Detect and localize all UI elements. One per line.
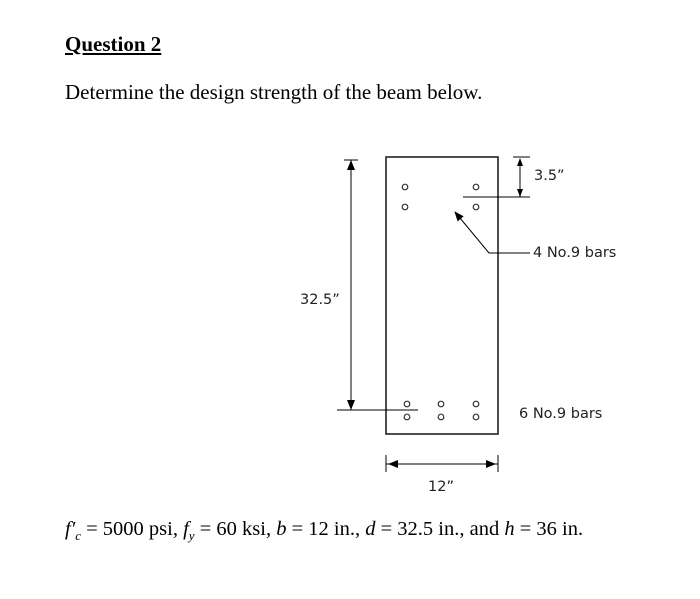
given-values <box>65 518 583 544</box>
rebar-bottom-3 <box>438 401 444 407</box>
h-symbol: h <box>504 518 515 540</box>
depth-arrow-top <box>347 160 355 170</box>
depth-dimension-label: 32.5” <box>300 292 340 308</box>
fy-symbol: f <box>183 518 189 540</box>
rebar-top-1 <box>402 184 408 190</box>
rebar-bottom-1 <box>404 401 410 407</box>
rebar-top-4 <box>473 204 479 210</box>
fc-symbol: f′ <box>65 518 76 540</box>
rebar-bottom-6 <box>473 414 479 420</box>
b-symbol: b <box>276 518 287 540</box>
h-value: = 36 in. <box>514 518 584 540</box>
depth-arrow-bottom <box>347 400 355 410</box>
width-dimension-label: 12” <box>428 479 454 495</box>
b-value: = 12 in., <box>286 518 366 540</box>
rebar-top-3 <box>473 184 479 190</box>
width-arrow-right <box>486 460 496 468</box>
top-cover-arrow-down <box>517 189 523 197</box>
question-heading: Question 2 <box>65 32 162 56</box>
width-dimension-line <box>386 455 498 472</box>
rebar-bottom-5 <box>473 401 479 407</box>
top-bars-label: 4 No.9 bars <box>533 245 617 261</box>
depth-dimension-line <box>344 160 358 410</box>
top-bars-leader <box>455 212 530 253</box>
bottom-bars-label: 6 No.9 bars <box>519 406 603 422</box>
rebar-top-2 <box>402 204 408 210</box>
fc-value: = 5000 psi, <box>80 518 184 540</box>
rebar-bottom-2 <box>404 414 410 420</box>
d-symbol: d <box>365 518 376 540</box>
fy-value: = 60 ksi, <box>194 518 277 540</box>
top-cover-dimension-label: 3.5” <box>534 168 565 184</box>
rebar-bottom-4 <box>438 414 444 420</box>
fc-subscript: c <box>75 528 81 544</box>
beam-outline <box>386 157 498 434</box>
question-prompt: Determine the design strength of the beam below. <box>65 80 483 104</box>
fy-subscript: y <box>188 528 195 544</box>
top-cover-arrow-up <box>517 158 523 166</box>
width-arrow-left <box>388 460 398 468</box>
d-value: = 32.5 in., and <box>375 518 505 540</box>
